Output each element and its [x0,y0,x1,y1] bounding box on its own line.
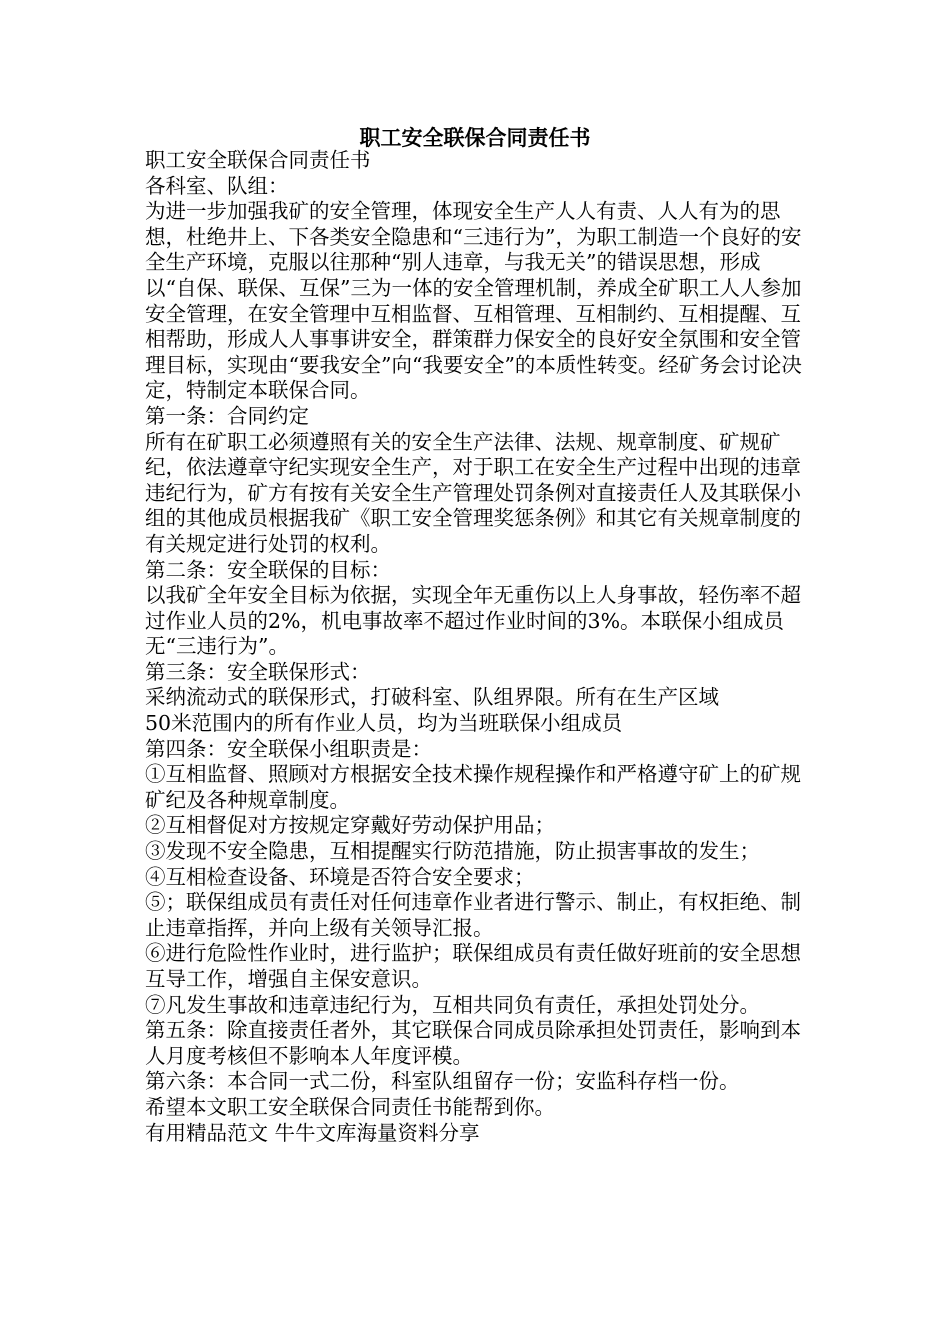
article-1-heading: 第一条：合同约定 [145,403,309,428]
duty-item-7: ⑦凡发生事故和违章违纪行为，互相共同负有责任，承担处罚处分。 [145,992,760,1017]
duty-item-2: ②互相督促对方按规定穿戴好劳动保护用品； [145,813,555,838]
duty-item-5: ⑤；联保组成员有责任对任何违章作业者进行警示、制止，有权拒绝、制止违章指挥，并向上级有关领导汇报。 [145,890,801,940]
duty-item-1: ①互相监督、照顾对方根据安全技术操作规程操作和严格遵守矿上的矿规矿纪及各种规章制度。 [145,762,801,812]
subtitle-line: 职工安全联保合同责任书 [145,148,371,172]
duty-item-6: ⑥进行危险性作业时，进行监护；联保组成员有责任做好班前的安全思想互导工作，增强自主保安意识。 [145,941,801,991]
article-4-heading: 第四条：安全联保小组职责是： [145,736,432,761]
article-2-heading: 第二条：安全联保的目标： [145,557,391,582]
article-3-body-line-2: 50米范围内的所有作业人员，均为当班联保小组成员 [145,711,623,736]
duty-item-3: ③发现不安全隐患，互相提醒实行防范措施，防止损害事故的发生； [145,839,760,864]
article-2-body: 以我矿全年安全目标为依据，实现全年无重伤以上人身事故，轻伤率不超过作业人员的2%，机电事故率不超过作业时间的3%。本联保小组成员无“三违行为”。 [145,583,801,659]
document-body [145,148,810,1146]
document-title: 职工安全联保合同责任书 [359,125,591,150]
intro-paragraph: 为进一步加强我矿的安全管理，体现安全生产人人有责、人人有为的思想，杜绝井上、下各类安全隐患和“三违行为”，为职工制造一个良好的安全生产环境，克服以往那种“别人违章，与我无关”的错误思想，形成以“自保、联保、互保”三为一体的安全管理机制，养成全矿职工人人参加安全管理，在安全管理中互相监督、互相管理、互相制约、互相提醒、互相帮助，形成人人事事讲安全，群策群力保安全的良好安全氛围和安全管理目标，实现由“要我安全”向“我要安全”的本质性转变。经矿务会讨论决定，特制定本联保合同。 [145,199,802,403]
footer-line: 有用精品范文 牛牛文库海量资料分享 [145,1120,480,1145]
salutation: 各科室、队组： [145,173,289,198]
article-5: 第五条：除直接责任者外，其它联保合同成员除承担处罚责任，影响到本人月度考核但不影响本人年度评模。 [145,1018,801,1068]
closing-line: 希望本文职工安全联保合同责任书能帮到你。 [145,1094,555,1119]
article-6: 第六条：本合同一式二份，科室队组留存一份；安监科存档一份。 [145,1069,740,1094]
article-3-body-line-1: 采纳流动式的联保形式，打破科室、队组界限。所有在生产区域 [145,685,719,710]
duty-item-4: ④互相检查设备、环境是否符合安全要求； [145,864,535,889]
article-1-body: 所有在矿职工必须遵照有关的安全生产法律、法规、规章制度、矿规矿纪，依法遵章守纪实现安全生产，对于职工在安全生产过程中出现的违章违纪行为，矿方有按有关安全生产管理处罚条例对直接责任人及其联保小组的其他成员根据我矿《职工安全管理奖惩条例》和其它有关规章制度的有关规定进行处罚的权利。 [145,429,801,556]
article-3-heading: 第三条：安全联保形式： [145,659,371,684]
